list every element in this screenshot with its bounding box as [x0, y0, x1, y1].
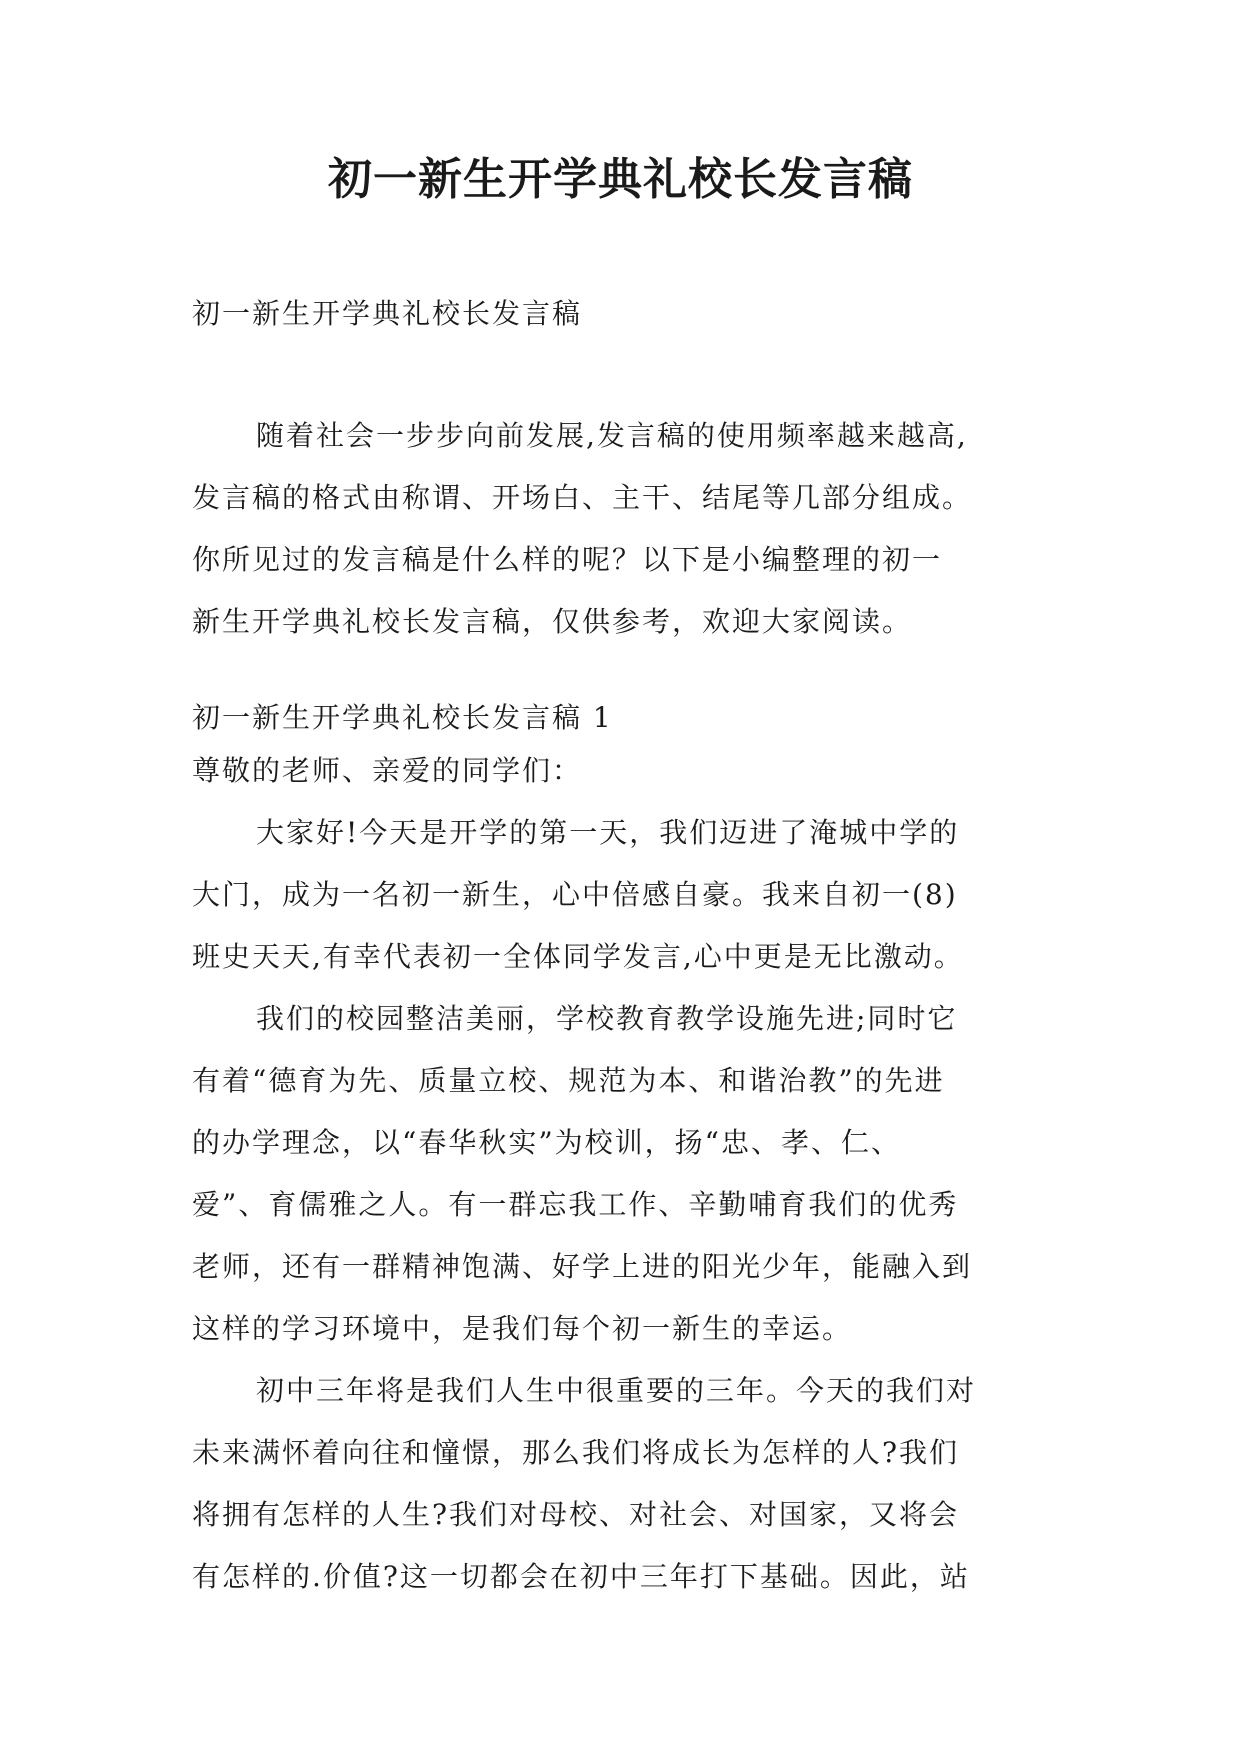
- intro-line: 发言稿的格式由称谓、开场白、主干、结尾等几部分组成。: [192, 481, 973, 514]
- body-line: 这样的学习环境中，是我们每个初一新生的幸运。: [192, 1312, 853, 1345]
- speech-greeting: 尊敬的老师、亲爱的同学们：: [192, 754, 583, 787]
- body-line: 大门，成为一名初一新生，心中倍感自豪。我来自初一(8): [192, 878, 958, 911]
- intro-line: 新生开学典礼校长发言稿，仅供参考，欢迎大家阅读。: [192, 605, 913, 638]
- intro-line: 随着社会一步步向前发展,发言稿的使用频率越来越高,: [256, 419, 968, 452]
- body-line: 有着“德育为先、质量立校、规范为本、和谐治教”的先进: [192, 1064, 945, 1097]
- body-line: 大家好!今天是开学的第一天，我们迈进了淹城中学的: [256, 816, 960, 849]
- body-line: 将拥有怎样的人生?我们对母校、对社会、对国家，又将会: [192, 1498, 960, 1531]
- body-line: 我们的校园整洁美丽，学校教育教学设施先进;同时它: [256, 1002, 958, 1035]
- body-line: 班史天天,有幸代表初一全体同学发言,心中更是无比激动。: [192, 940, 964, 973]
- document-subtitle: 初一新生开学典礼校长发言稿: [192, 297, 583, 330]
- body-line: 老师，还有一群精神饱满、好学上进的阳光少年，能融入到: [192, 1250, 973, 1283]
- intro-paragraph: [192, 405, 1072, 653]
- body-line: 初中三年将是我们人生中很重要的三年。今天的我们对: [256, 1374, 977, 1407]
- body-line: 爱”、育儒雅之人。有一群忘我工作、辛勤哺育我们的优秀: [192, 1188, 959, 1221]
- section-heading: 初一新生开学典礼校长发言稿 1: [192, 701, 613, 734]
- intro-line: 你所见过的发言稿是什么样的呢？以下是小编整理的初一: [192, 543, 943, 576]
- body-line: 的办学理念，以“春华秋实”为校训，扬“忠、孝、仁、: [192, 1126, 901, 1159]
- body-line: 未来满怀着向往和憧憬，那么我们将成长为怎样的人?我们: [192, 1436, 960, 1469]
- document-title: 初一新生开学典礼校长发言稿: [328, 154, 913, 205]
- body-line: 有怎样的.价值?这一切都会在初中三年打下基础。因此，站: [192, 1560, 970, 1593]
- speech-section: [192, 696, 1072, 1608]
